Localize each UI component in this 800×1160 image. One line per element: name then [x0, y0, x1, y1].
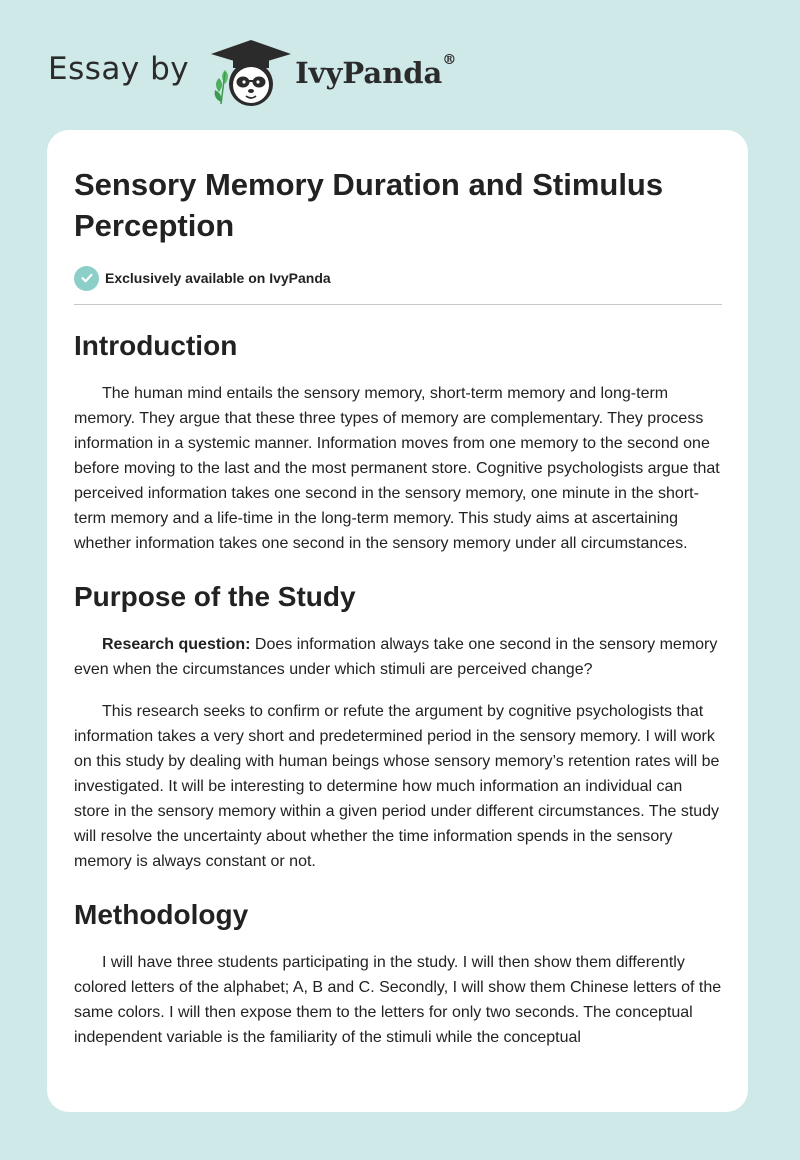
- introduction-paragraph: The human mind entails the sensory memory, short-term memory and long-term memory. They argue that these three types of memory are complementary. They process information in a systemic manner. Information moves from one memory to the second one before moving to the last and the most permanent store. Cognitive psychologists argue that perceived information takes one second in the sensory memory, one minute in the short-term memory and a life-time in the long-term memory. This study aims at ascertaining whether information takes one second in the sensory memory under all circumstances.: [74, 385, 720, 552]
- section-heading-methodology: Methodology: [74, 899, 249, 930]
- site-header: [48, 36, 456, 108]
- research-question-label: Research question:: [102, 636, 251, 653]
- essay-card: [47, 130, 748, 1112]
- section-heading-purpose: Purpose of the Study: [74, 581, 356, 612]
- divider: [74, 304, 722, 305]
- section-heading-introduction: Introduction: [74, 330, 238, 361]
- exclusive-badge: [74, 264, 722, 292]
- exclusive-label: Exclusively available on IvyPanda: [105, 270, 331, 286]
- panda-logo-icon[interactable]: [203, 36, 293, 108]
- purpose-paragraph: This research seeks to confirm or refute the argument by cognitive psychologists that information takes a very short and predetermined period in the sensory memory. I will work on this study by dealing with human beings whose sensory memory’s retention rates will be investigated. It will be interesting to determine how much information an individual can store in the sensory memory within a given period under different circumstances. The study will resolve the uncertainty about whether the time information spends in the sensory memory is always constant or not.: [74, 703, 720, 870]
- brand-name[interactable]: IvyPanda®: [295, 52, 457, 90]
- research-question-paragraph: [74, 632, 722, 682]
- research-question-text: Does information always take one second in the sensory memory even when the circumstances under which stimuli are perceived change?: [74, 636, 718, 678]
- methodology-paragraph: I will have three students participating in the study. I will then show them differently colored letters of the alphabet; A, B and C. Secondly, I will show them Chinese letters of the same colors. I will then expose them to the letters for only two seconds. The conceptual independent variable is the familiarity of the stimuli while the conceptual: [74, 954, 722, 1046]
- registered-mark: ®: [442, 52, 457, 68]
- check-circle-icon: [74, 266, 99, 291]
- page-title: Sensory Memory Duration and Stimulus Perception: [74, 167, 664, 243]
- essay-by-label: Essay by: [48, 51, 190, 87]
